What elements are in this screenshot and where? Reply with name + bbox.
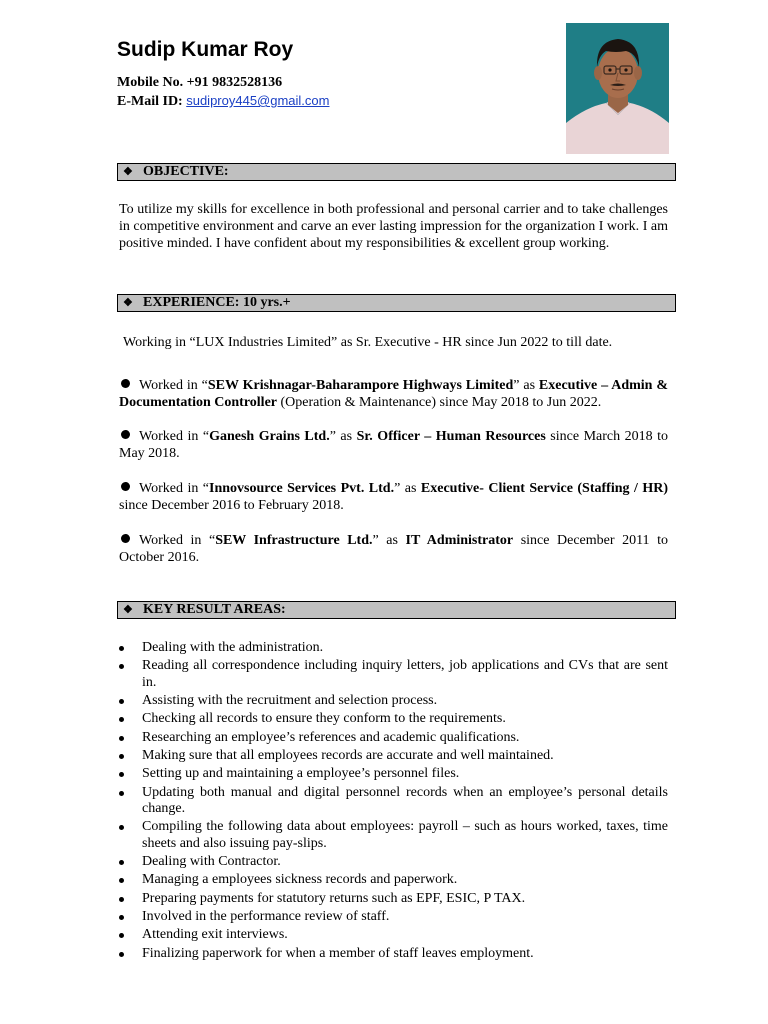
kra-text: Preparing payments for statutory returns such as EPF, ESIC, P TAX.: [142, 890, 526, 906]
experience-text: since December 2016 to February 2018.: [119, 498, 344, 513]
current-position: Working in “LUX Industries Limited” as Sr. Executive - HR since Jun 2022 to till date.: [123, 335, 613, 350]
experience-role: Executive- Client Service (Staffing / HR): [420, 481, 668, 496]
experience-company: SEW Infrastructure Ltd.: [215, 533, 373, 548]
kra-text: Making sure that all employees records are accurate and well maintained.: [142, 747, 554, 763]
profile-photo: [566, 23, 669, 154]
kra-text: Setting up and maintaining a employee’s personnel files.: [142, 766, 460, 782]
bullet-dot-icon: [121, 482, 130, 491]
experience-role: IT Administrator: [405, 533, 514, 548]
bullet-dot-icon: [119, 952, 124, 957]
list-item: [119, 785, 668, 818]
experience-heading-text: EXPERIENCE: 10 yrs.+: [143, 295, 291, 310]
diamond-bullet-icon: ❖: [123, 166, 133, 178]
bullet-dot-icon: [119, 933, 124, 938]
kra-text: Managing a employees sickness records and paperwork.: [142, 872, 458, 888]
experience-text: Worked in “: [139, 481, 210, 496]
bullet-dot-icon: [119, 791, 124, 796]
bullet-dot-icon: [119, 860, 124, 865]
list-item: [119, 730, 668, 747]
objective-heading-text: OBJECTIVE:: [143, 164, 229, 179]
experience-text: Worked in “: [139, 533, 216, 548]
kra-text: Attending exit interviews.: [142, 927, 288, 943]
diamond-bullet-icon: ❖: [123, 297, 133, 309]
section-heading-experience: [117, 294, 676, 312]
experience-role: Executive – Admin & Documentation Controller: [119, 378, 668, 410]
experience-text: Worked in “: [139, 378, 208, 393]
kra-text: Updating both manual and digital personnel records when an employee’s personal details change.: [142, 784, 668, 817]
list-item: [119, 891, 668, 908]
bullet-dot-icon: [119, 915, 124, 920]
mobile-line: [117, 75, 282, 91]
bullet-dot-icon: [119, 717, 124, 722]
profile-photo-drawing: [566, 23, 669, 154]
bullet-dot-icon: [119, 754, 124, 759]
experience-item: [119, 532, 668, 566]
bullet-dot-icon: [121, 534, 130, 543]
list-item: [119, 640, 668, 657]
diamond-bullet-icon: ❖: [123, 604, 133, 616]
email-link[interactable]: sudiproy445@gmail.com: [186, 93, 330, 108]
experience-item: [119, 428, 668, 462]
bullet-dot-icon: [119, 646, 124, 651]
experience-text: ” as: [372, 533, 406, 548]
bullet-dot-icon: [119, 897, 124, 902]
kra-text: Reading all correspondence including inquiry letters, job applications and CVs that are sent in.: [142, 658, 668, 690]
kra-text: Dealing with the administration.: [142, 640, 324, 655]
experience-company: SEW Krishnagar-Baharampore Highways Limited: [207, 378, 514, 393]
kra-list: [119, 640, 668, 964]
objective-text: To utilize my skills for excellence in both professional and personal carrier and to take challenges in competitive environment and carve an ever lasting impression for the organization I work. I am positive minded. I have confident about my responsibilities & excellent group working.: [119, 202, 668, 251]
bullet-dot-icon: [119, 699, 124, 704]
kra-text: Dealing with Contractor.: [142, 854, 281, 870]
kra-text: Checking all records to ensure they conform to the requirements.: [142, 711, 506, 727]
section-heading-kra: [117, 601, 676, 619]
experience-text: (Operation & Maintenance) since May 2018 to Jun 2022.: [277, 395, 602, 410]
mobile-value: +91 9832528136: [186, 75, 283, 90]
bullet-dot-icon: [121, 430, 130, 439]
experience-text: Worked in “: [139, 429, 210, 444]
kra-text: Involved in the performance review of staff.: [142, 909, 390, 925]
kra-heading-text: KEY RESULT AREAS:: [143, 602, 286, 617]
bullet-dot-icon: [119, 772, 124, 777]
list-item: [119, 658, 668, 691]
bullet-dot-icon: [119, 664, 124, 669]
bullet-dot-icon: [121, 379, 130, 388]
list-item: [119, 909, 668, 926]
experience-text: ” as: [394, 481, 421, 496]
experience-company: Innovsource Services Pvt. Ltd.: [209, 481, 395, 496]
list-item: [119, 819, 668, 852]
mobile-label: Mobile No.: [117, 75, 184, 90]
bullet-dot-icon: [119, 736, 124, 741]
experience-text: since December 2011 to October 2016.: [119, 533, 668, 565]
experience-role: Sr. Officer – Human Resources: [356, 429, 546, 444]
bullet-dot-icon: [119, 825, 124, 830]
experience-text: ” as: [513, 378, 539, 393]
bullet-dot-icon: [119, 878, 124, 883]
list-item: [119, 693, 668, 710]
list-item: [119, 711, 668, 728]
experience-item: [119, 480, 668, 514]
kra-text: Finalizing paperwork for when a member of staff leaves employment.: [142, 945, 534, 961]
experience-text: since March 2018 to May 2018.: [119, 429, 668, 461]
list-item: [119, 946, 668, 963]
email-line: [117, 93, 329, 110]
list-item: [119, 927, 668, 944]
list-item: [119, 766, 668, 783]
kra-text: Compiling the following data about employees: payroll – such as hours worked, taxes, time sheets and also issuing pay-slips.: [142, 819, 668, 851]
list-item: [119, 872, 668, 889]
kra-text: Assisting with the recruitment and selection process.: [142, 693, 438, 709]
experience-company: Ganesh Grains Ltd.: [209, 429, 330, 444]
list-item: [119, 854, 668, 871]
section-heading-objective: [117, 163, 676, 181]
list-item: [119, 748, 668, 765]
email-label: E-Mail ID:: [117, 94, 183, 109]
experience-text: ” as: [329, 429, 357, 444]
candidate-name: Sudip Kumar Roy: [117, 38, 294, 61]
kra-text: Researching an employee’s references and academic qualifications.: [142, 729, 520, 745]
experience-item: [119, 377, 668, 411]
